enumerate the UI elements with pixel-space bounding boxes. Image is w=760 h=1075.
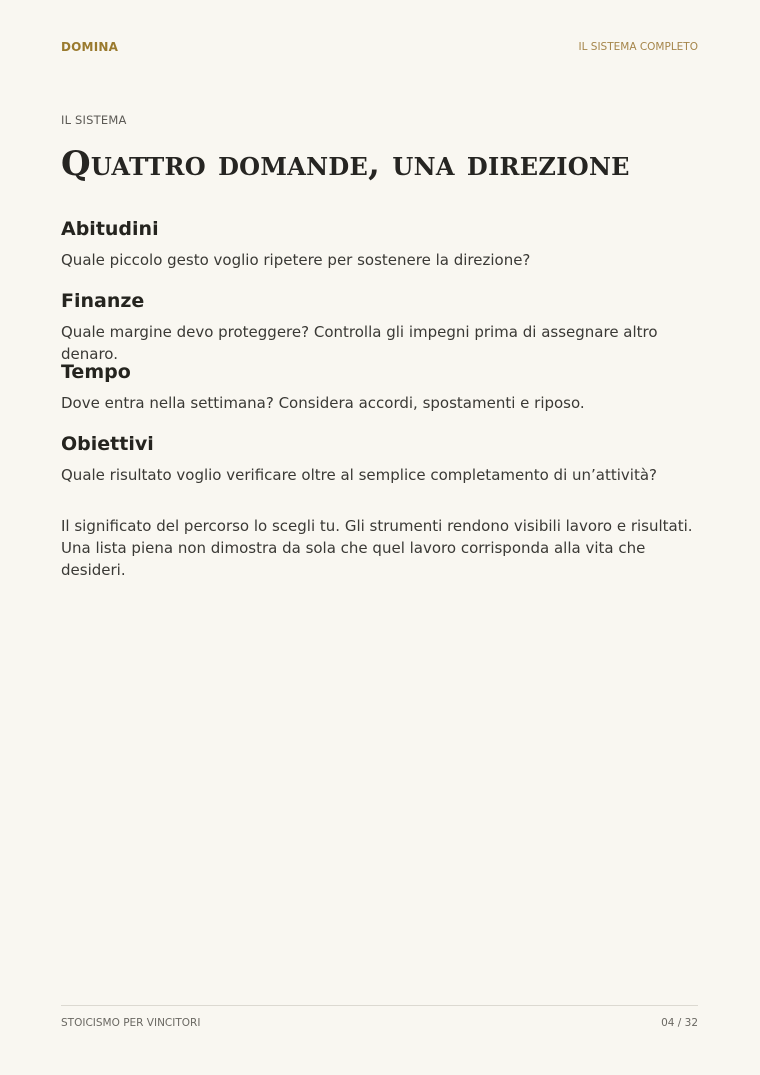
section-time bbox=[61, 359, 698, 431]
brand-label: DOMINA bbox=[61, 40, 119, 54]
section-question: Dove entra nella settimana? Considera accordi, spostamenti e riposo. bbox=[61, 394, 585, 412]
closing-paragraph: Il significato del percorso lo scegli tu. Gli strumenti rendono visibili lavoro e risultati. Una lista piena non dimostra da sola che quel lavoro corrisponda alla vita che desideri. bbox=[61, 517, 693, 579]
section-heading: Abitudini bbox=[61, 218, 159, 240]
section-heading: Obiettivi bbox=[61, 432, 154, 455]
page-number: 04 / 32 bbox=[661, 1017, 698, 1029]
section-label: IL SISTEMA COMPLETO bbox=[578, 41, 698, 53]
eyebrow-label: IL SISTEMA bbox=[61, 113, 127, 127]
section-heading: Finanze bbox=[61, 289, 145, 312]
page-title: Quattro domande, una direzione bbox=[61, 144, 630, 184]
content bbox=[61, 216, 698, 581]
book-title: STOICISMO PER VINCITORI bbox=[61, 1017, 201, 1029]
section-goals bbox=[61, 431, 698, 503]
running-header bbox=[61, 40, 698, 56]
section-finances bbox=[61, 288, 698, 363]
section-habits bbox=[61, 216, 698, 288]
section-heading: Tempo bbox=[61, 361, 131, 383]
section-question: Quale risultato voglio verificare oltre al semplice completamento di un’attività? bbox=[61, 465, 657, 484]
document-page bbox=[61, 0, 698, 1075]
section-question: Quale piccolo gesto voglio ripetere per sostenere la direzione? bbox=[61, 251, 531, 269]
section-question: Quale margine devo proteggere? Controlla gli impegni prima di assegnare altro denaro. bbox=[61, 322, 658, 363]
page-footer bbox=[61, 1005, 698, 1029]
